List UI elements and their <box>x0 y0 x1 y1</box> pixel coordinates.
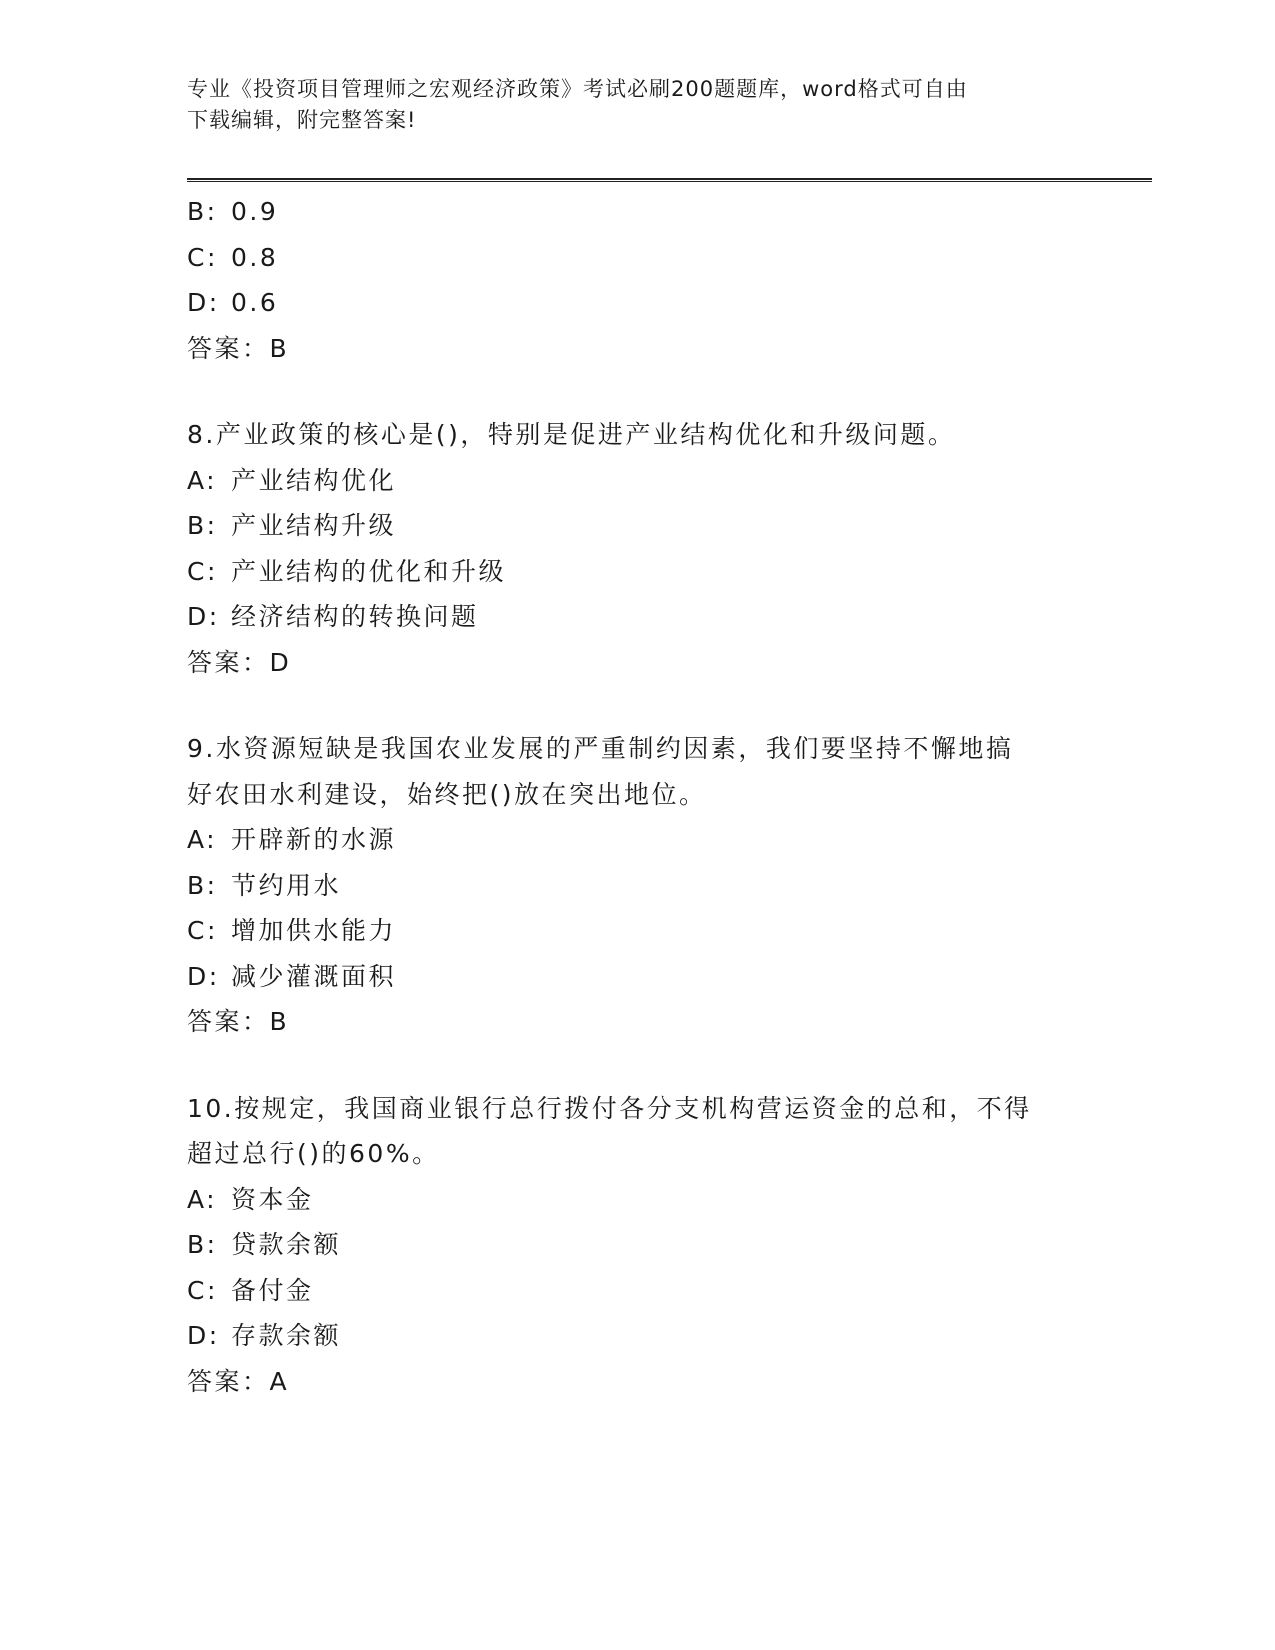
answer-value: B <box>269 1007 290 1036</box>
option-item <box>187 503 1087 549</box>
option-text: 0.6 <box>231 288 279 317</box>
option-letter: C: <box>187 916 218 945</box>
option-item <box>187 549 1087 595</box>
header-divider <box>187 178 1152 182</box>
option-item <box>187 458 1087 504</box>
question-block <box>187 726 1087 1045</box>
answer-line <box>187 640 1087 686</box>
option-letter: B: <box>187 197 218 226</box>
question-stem-line: 9.水资源短缺是我国农业发展的严重制约因素，我们要坚持不懈地搞 <box>187 734 1014 763</box>
option-item <box>187 280 1087 326</box>
option-item <box>187 235 1087 281</box>
answer-value: B <box>269 333 290 363</box>
option-item <box>187 1222 1087 1268</box>
option-text: 备付金 <box>231 1275 314 1305</box>
option-item <box>187 863 1087 909</box>
option-item <box>187 189 1087 235</box>
option-text: 增加供水能力 <box>231 916 397 945</box>
option-text: 存款余额 <box>231 1321 342 1350</box>
option-letter: D: <box>187 961 220 991</box>
option-item <box>187 1177 1087 1223</box>
option-letter: A: <box>187 825 218 854</box>
answer-label: 答案： <box>187 1007 270 1036</box>
option-item <box>187 594 1087 640</box>
page-header <box>187 74 1087 136</box>
question-list <box>187 189 1087 1404</box>
option-text: 经济结构的转换问题 <box>231 602 479 631</box>
answer-line <box>187 1359 1087 1405</box>
option-text: 产业结构优化 <box>231 465 397 495</box>
option-text: 产业结构升级 <box>231 511 397 540</box>
option-item <box>187 908 1087 954</box>
option-letter: B: <box>187 511 218 540</box>
option-item <box>187 817 1087 863</box>
answer-line <box>187 999 1087 1045</box>
option-letter: B: <box>187 870 218 900</box>
option-letter: D: <box>187 288 220 317</box>
header-line-1: 专业《投资项目管理师之宏观经济政策》考试必刷200题题库，word格式可自由 <box>187 77 968 101</box>
answer-value: A <box>269 1366 290 1396</box>
option-item <box>187 1313 1087 1359</box>
option-text: 资本金 <box>231 1184 314 1214</box>
answer-label: 答案： <box>187 1366 270 1396</box>
option-text: 节约用水 <box>231 870 342 900</box>
question-stem-line: 好农田水利建设，始终把()放在突出地位。 <box>187 779 707 809</box>
answer-value: D <box>269 647 292 677</box>
question-block <box>187 189 1087 371</box>
answer-line <box>187 326 1087 372</box>
option-letter: D: <box>187 1321 220 1350</box>
option-letter: A: <box>187 1184 218 1214</box>
question-stem-line: 10.按规定，我国商业银行总行拨付各分支机构营运资金的总和，不得 <box>187 1093 1032 1123</box>
option-letter: C: <box>187 1275 218 1305</box>
option-text: 开辟新的水源 <box>231 825 397 854</box>
option-text: 0.8 <box>231 242 279 272</box>
question-block <box>187 1086 1087 1405</box>
option-letter: C: <box>187 556 218 586</box>
option-text: 0.9 <box>231 197 279 226</box>
option-letter: B: <box>187 1230 218 1259</box>
question-stem-line: 8.产业政策的核心是()，特别是促进产业结构优化和升级问题。 <box>187 420 956 449</box>
option-text: 贷款余额 <box>231 1230 342 1259</box>
option-item <box>187 1268 1087 1314</box>
header-line-2: 下载编辑，附完整答案! <box>187 108 417 132</box>
answer-label: 答案： <box>187 647 270 677</box>
answer-label: 答案： <box>187 333 270 363</box>
option-letter: A: <box>187 465 218 495</box>
option-item <box>187 954 1087 1000</box>
question-stem-line: 超过总行()的60%。 <box>187 1139 440 1168</box>
option-text: 减少灌溉面积 <box>231 961 397 991</box>
question-block <box>187 412 1087 685</box>
option-letter: C: <box>187 242 218 272</box>
option-text: 产业结构的优化和升级 <box>231 556 507 586</box>
option-letter: D: <box>187 602 220 631</box>
